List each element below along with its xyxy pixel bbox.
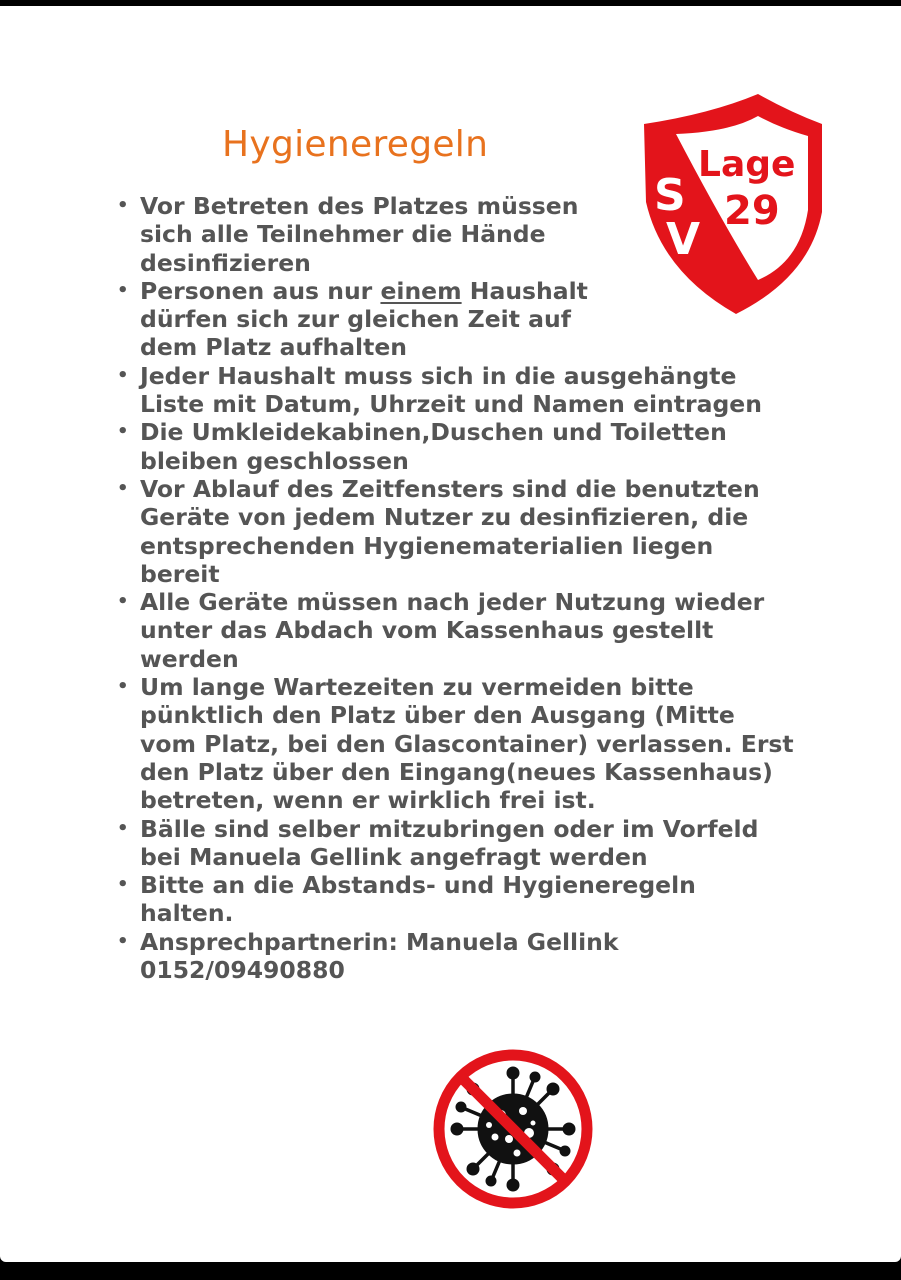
rule-line: Um lange Wartezeiten zu vermeiden bitte <box>140 673 694 702</box>
rule-text: Haushalt <box>461 276 588 305</box>
rule-line: werden <box>140 644 239 673</box>
rule-item <box>117 277 817 362</box>
rule-item <box>117 192 817 277</box>
rule-item <box>117 418 817 475</box>
rule-line: entsprechenden Hygienematerialien liegen <box>140 531 714 560</box>
rule-line: pünktlich den Platz über den Ausgang (Mitte <box>140 701 735 730</box>
page-title: Hygieneregeln <box>222 124 489 165</box>
rule-line: Liste mit Datum, Uhrzeit und Namen eintragen <box>140 390 762 419</box>
rule-line: dürfen sich zur gleichen Zeit auf <box>140 305 571 334</box>
rule-line: 0152/09490880 <box>140 956 345 985</box>
rule-line: bei Manuela Gellink angefragt werden <box>140 842 648 871</box>
rule-line: Bitte an die Abstands- und Hygieneregeln <box>140 871 696 900</box>
rule-item <box>117 475 817 588</box>
rule-line: Jeder Haushalt muss sich in die ausgehängte <box>140 361 737 390</box>
rule-line: Geräte von jedem Nutzer zu desinfizieren, die <box>140 503 749 532</box>
rule-line: Die Umkleidekabinen,Duschen und Toiletten <box>140 418 727 447</box>
rule-line: Ansprechpartnerin: Manuela Gellink <box>140 927 619 956</box>
logo-number: 29 <box>724 188 780 234</box>
rule-item <box>117 588 817 673</box>
rule-line: Vor Ablauf des Zeitfensters sind die benutzten <box>140 474 760 503</box>
rule-item <box>117 871 817 928</box>
rule-text: Personen aus nur <box>140 276 381 305</box>
rule-line: halten. <box>140 899 234 928</box>
rule-line: bleiben geschlossen <box>140 446 409 475</box>
rule-line: Alle Geräte müssen nach jeder Nutzung wieder <box>140 588 765 617</box>
rule-line: Vor Betreten des Platzes müssen <box>140 192 579 220</box>
rule-line: betreten, wenn er wirklich frei ist. <box>140 786 596 815</box>
rule-line: dem Platz aufhalten <box>140 333 408 362</box>
logo-letter-v: V <box>666 214 701 265</box>
rules-list <box>117 192 817 984</box>
rule-line: sich alle Teilnehmer die Hände <box>140 220 546 249</box>
rule-line: desinfizieren <box>140 248 311 277</box>
logo-name: Lage <box>698 144 796 185</box>
flyer-page <box>0 6 901 1262</box>
logo-letter-s: S <box>654 170 686 221</box>
rule-line: bereit <box>140 559 220 588</box>
rule-line: vom Platz, bei den Glascontainer) verlassen. Erst <box>140 729 794 758</box>
underlined-word: einem <box>380 276 462 305</box>
rule-line: den Platz über den Eingang(neues Kassenhaus) <box>140 757 773 786</box>
rule-item <box>117 928 817 985</box>
rule-item <box>117 673 817 814</box>
rule-line: unter das Abdach vom Kassenhaus gestellt <box>140 616 714 645</box>
rule-item <box>117 815 817 872</box>
no-virus-icon <box>430 1046 596 1212</box>
rule-item <box>117 362 817 419</box>
rule-line: Bälle sind selber mitzubringen oder im Vorfeld <box>140 814 759 843</box>
